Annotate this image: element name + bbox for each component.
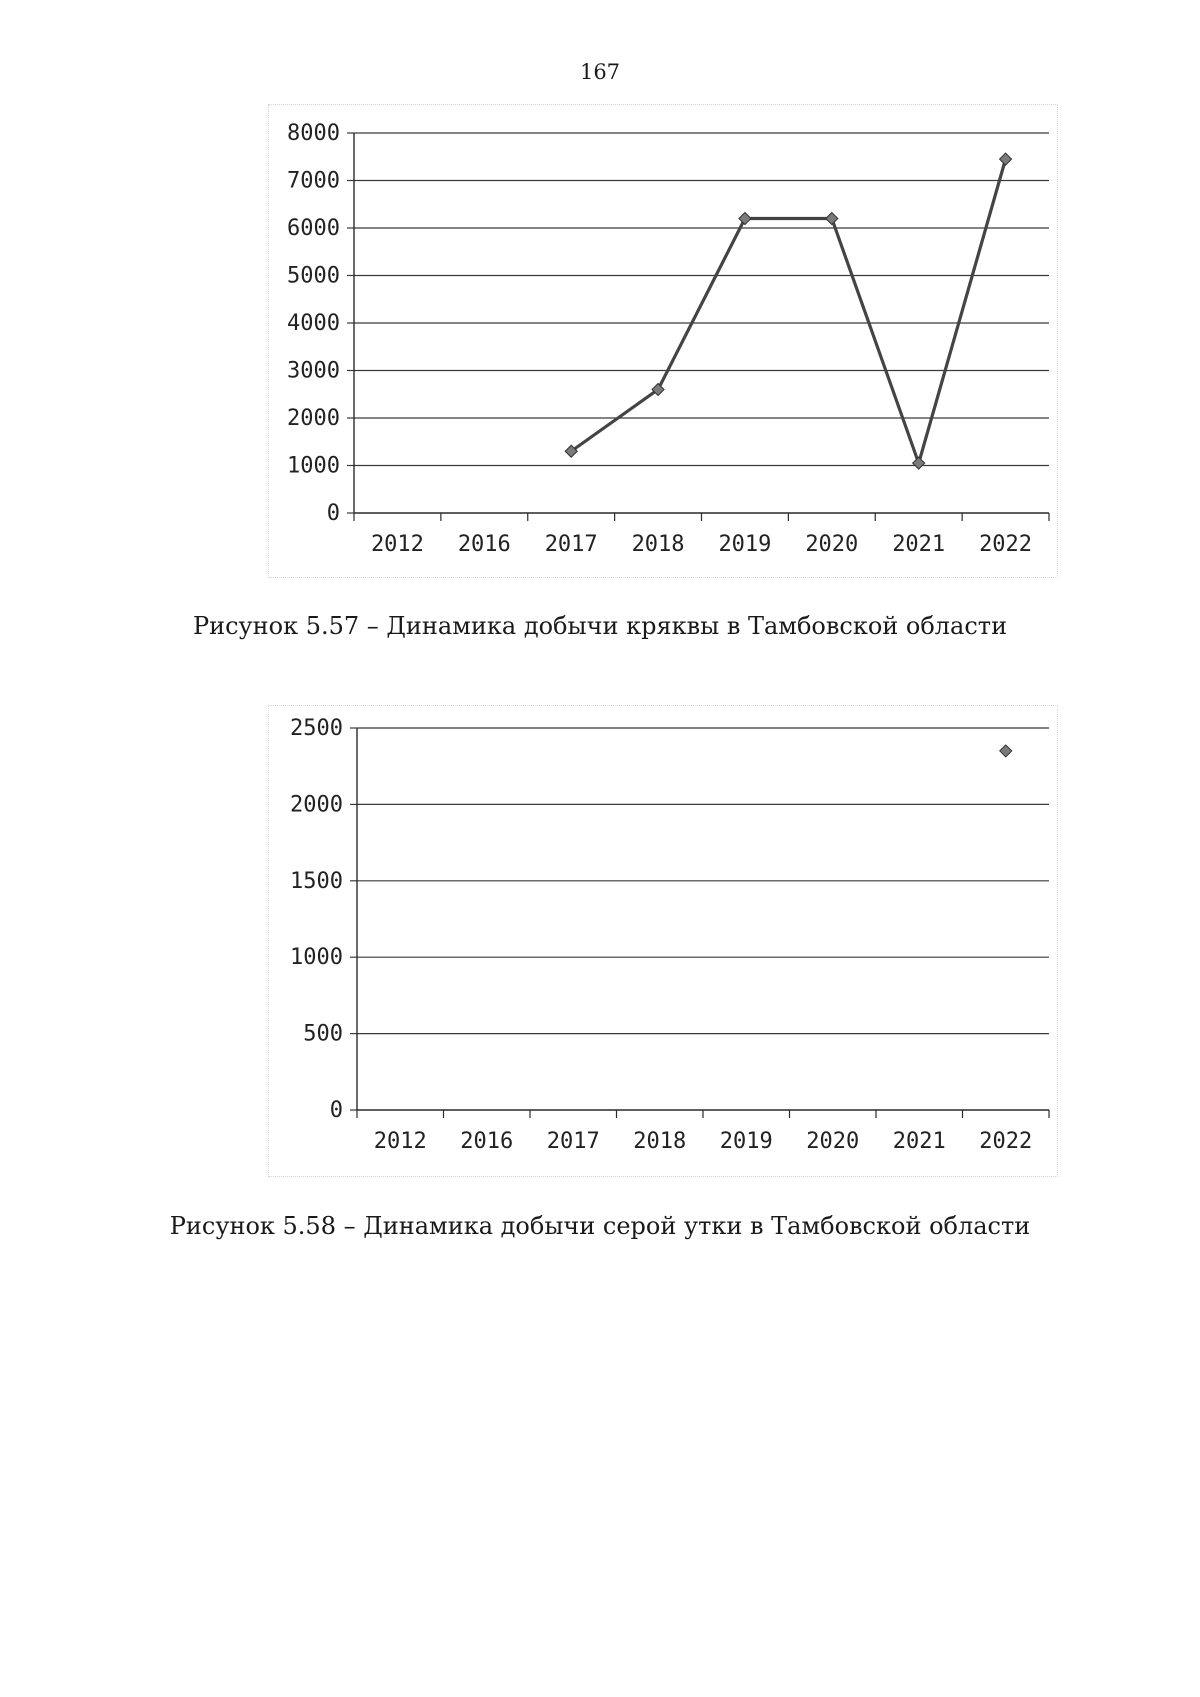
- y-tick-label: 1000: [287, 453, 340, 479]
- y-tick-label: 1500: [290, 868, 343, 894]
- y-tick-label: 8000: [287, 121, 340, 146]
- chart-gadwall-harvest: [268, 705, 1058, 1177]
- x-tick-label: 2019: [719, 1129, 773, 1154]
- x-tick-label: 2018: [631, 532, 685, 557]
- x-tick-label: 2022: [979, 532, 1033, 557]
- page-number: 167: [579, 60, 621, 84]
- x-tick-label: 2022: [979, 1129, 1033, 1154]
- figure-caption-5-58: Рисунок 5.58 – Динамика добычи серой утки в Тамбовской области: [169, 1212, 1031, 1240]
- x-tick-label: 2017: [544, 532, 598, 557]
- chart-mallard-harvest: [268, 104, 1058, 578]
- y-tick-label: 7000: [287, 168, 340, 194]
- x-tick-label: 2020: [806, 1129, 860, 1154]
- y-tick-label: 0: [326, 501, 340, 526]
- data-point: [913, 457, 925, 469]
- x-tick-label: 2020: [805, 532, 859, 557]
- data-point: [1000, 745, 1012, 757]
- data-point: [739, 213, 751, 225]
- chart-mallard-svg: [269, 105, 1057, 577]
- y-tick-label: 0: [329, 1098, 343, 1123]
- x-tick-label: 2016: [460, 1129, 514, 1154]
- x-tick-label: 2012: [373, 1129, 427, 1154]
- x-tick-label: 2018: [633, 1129, 687, 1154]
- y-tick-label: 2000: [287, 406, 340, 431]
- chart-gadwall-svg: [269, 706, 1057, 1176]
- y-tick-label: 1000: [290, 945, 343, 971]
- x-tick-label: 2021: [892, 1129, 946, 1154]
- x-tick-label: 2017: [546, 1129, 600, 1154]
- y-tick-label: 500: [303, 1021, 343, 1047]
- y-tick-label: 3000: [287, 358, 340, 384]
- y-tick-label: 4000: [287, 311, 340, 336]
- y-tick-label: 6000: [287, 216, 340, 241]
- x-tick-label: 2012: [370, 532, 424, 557]
- y-tick-label: 5000: [287, 263, 340, 289]
- y-tick-label: 2500: [290, 716, 343, 741]
- x-tick-label: 2021: [892, 532, 946, 557]
- y-tick-label: 2000: [290, 792, 343, 818]
- x-tick-label: 2019: [718, 532, 772, 557]
- x-tick-label: 2016: [457, 532, 511, 557]
- data-point: [1000, 153, 1012, 165]
- figure-caption-5-57: Рисунок 5.57 – Динамика добычи кряквы в Тамбовской области: [192, 612, 1008, 640]
- data-point: [826, 213, 838, 225]
